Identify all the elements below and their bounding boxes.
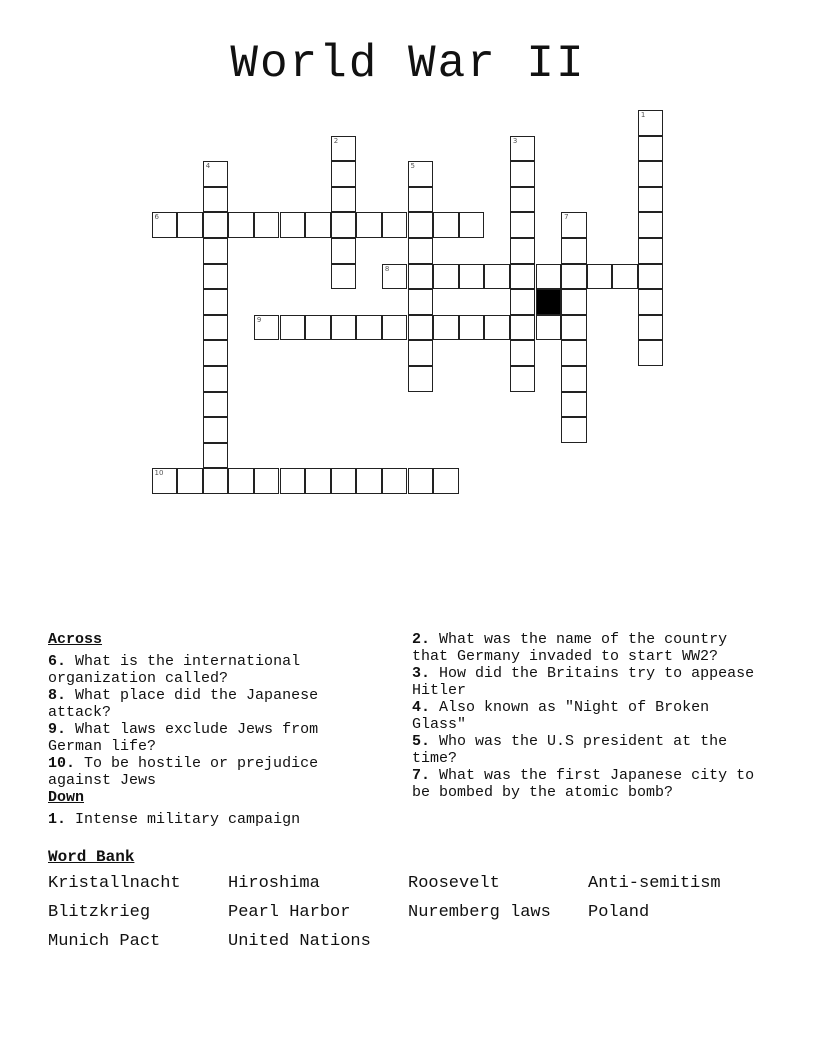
crossword-cell — [356, 315, 382, 341]
crossword-cell — [203, 187, 229, 213]
crossword-cell — [561, 392, 587, 418]
crossword-cell — [510, 289, 536, 315]
crossword-cell — [510, 366, 536, 392]
crossword-cell — [510, 212, 536, 238]
cell-number: 2 — [333, 136, 339, 145]
crossword-cell — [510, 161, 536, 187]
clue-down-7 — [412, 767, 762, 801]
clue-number: 6. — [48, 653, 67, 670]
crossword-cell — [638, 289, 664, 315]
crossword-cell — [561, 417, 587, 443]
clue-across-6 — [48, 653, 378, 687]
word-bank-title: Word Bank — [48, 848, 135, 866]
clue-across-9 — [48, 721, 378, 755]
clue-number: 9. — [48, 721, 67, 738]
across-heading: Across — [48, 631, 103, 648]
crossword-cell — [408, 161, 434, 187]
crossword-cell — [305, 468, 331, 494]
crossword-cell — [331, 136, 357, 162]
crossword-cell — [331, 468, 357, 494]
crossword-cell — [510, 136, 536, 162]
crossword-cell — [638, 136, 664, 162]
crossword-cell — [203, 315, 229, 341]
word-bank-item: Poland — [588, 903, 650, 922]
clue-text: Who was the U.S president at the time? — [412, 733, 728, 767]
crossword-cell — [638, 161, 664, 187]
crossword-cell — [536, 264, 562, 290]
crossword-cell — [356, 468, 382, 494]
crossword-cell — [408, 315, 434, 341]
cell-number: 6 — [154, 213, 159, 222]
clue-text: What is the international organization called? — [48, 653, 301, 687]
crossword-cell — [510, 238, 536, 264]
crossword-cell — [177, 212, 203, 238]
word-bank-item: Kristallnacht — [48, 874, 181, 893]
crossword-cell — [254, 212, 280, 238]
crossword-black-cell — [536, 289, 562, 315]
crossword-cell — [203, 212, 229, 238]
clue-number: 8. — [48, 687, 67, 704]
word-bank-item: Nuremberg laws — [408, 903, 551, 922]
crossword-cell — [203, 161, 229, 187]
crossword-cell — [280, 468, 306, 494]
crossword-cell — [408, 366, 434, 392]
clues-right-column — [412, 631, 762, 801]
crossword-cell — [305, 212, 331, 238]
crossword-cell — [203, 289, 229, 315]
clue-number: 3. — [412, 665, 431, 682]
crossword-cell — [203, 264, 229, 290]
crossword-cell — [356, 212, 382, 238]
crossword-cell — [382, 264, 408, 290]
crossword-cell — [254, 468, 280, 494]
cell-number: 7 — [564, 213, 569, 222]
crossword-cell — [459, 264, 485, 290]
crossword-cell — [280, 212, 306, 238]
crossword-cell — [433, 468, 459, 494]
cell-number: 4 — [205, 162, 211, 171]
crossword-cell — [638, 340, 664, 366]
crossword-cell — [203, 392, 229, 418]
crossword-cell — [331, 238, 357, 264]
crossword-cell — [382, 212, 408, 238]
crossword-cell — [484, 315, 510, 341]
crossword-cell — [203, 340, 229, 366]
crossword-cell — [561, 238, 587, 264]
crossword-cell — [433, 212, 459, 238]
crossword-cell — [280, 315, 306, 341]
crossword-cell — [561, 212, 587, 238]
crossword-cell — [510, 264, 536, 290]
clue-text: What laws exclude Jews from German life? — [48, 721, 319, 755]
crossword-cell — [177, 468, 203, 494]
crossword-cell — [254, 315, 280, 341]
crossword-cell — [536, 315, 562, 341]
cell-number: 10 — [154, 469, 164, 478]
crossword-cell — [408, 289, 434, 315]
clue-text: What place did the Japanese attack? — [48, 687, 319, 721]
crossword-cell — [638, 238, 664, 264]
crossword-cell — [228, 212, 254, 238]
crossword-cell — [561, 289, 587, 315]
crossword-cell — [331, 264, 357, 290]
clue-across-8 — [48, 687, 378, 721]
clue-down-2 — [412, 631, 762, 665]
crossword-cell — [408, 238, 434, 264]
crossword-cell — [382, 315, 408, 341]
crossword-cell — [305, 315, 331, 341]
word-bank-item: Pearl Harbor — [228, 903, 351, 922]
clue-text: Also known as "Night of Broken Glass" — [412, 699, 710, 733]
word-bank-item: Roosevelt — [408, 874, 500, 893]
crossword-cell — [203, 417, 229, 443]
clue-number: 7. — [412, 767, 431, 784]
cell-number: 5 — [410, 162, 415, 171]
clue-down-5 — [412, 733, 762, 767]
word-bank-item: Anti-semitism — [588, 874, 721, 893]
clue-across-10 — [48, 755, 378, 789]
word-bank-item: Hiroshima — [228, 874, 320, 893]
crossword-cell — [638, 264, 664, 290]
crossword-cell — [561, 340, 587, 366]
crossword-cell — [510, 187, 536, 213]
clue-text: Intense military campaign — [75, 811, 301, 828]
crossword-cell — [408, 212, 434, 238]
crossword-cell — [331, 212, 357, 238]
clue-number: 5. — [412, 733, 431, 750]
clue-text: What was the name of the country that Germany invaded to start WW2? — [412, 631, 728, 665]
crossword-cell — [459, 315, 485, 341]
crossword-cell — [484, 264, 510, 290]
crossword-cell — [331, 315, 357, 341]
crossword-cell — [203, 443, 229, 469]
crossword-cell — [561, 366, 587, 392]
crossword-cell — [228, 468, 254, 494]
clue-number: 2. — [412, 631, 431, 648]
crossword-cell — [331, 187, 357, 213]
word-bank-item: Munich Pact — [48, 932, 161, 951]
crossword-cell — [203, 366, 229, 392]
crossword-cell — [408, 187, 434, 213]
crossword-cell — [638, 187, 664, 213]
crossword-cell — [587, 264, 613, 290]
crossword-cell — [408, 468, 434, 494]
crossword-cell — [152, 212, 178, 238]
crossword-cell — [433, 264, 459, 290]
clue-text: To be hostile or prejudice against Jews — [48, 755, 319, 789]
crossword-cell — [459, 212, 485, 238]
crossword-cell — [561, 315, 587, 341]
clue-number: 10. — [48, 755, 76, 772]
cell-number: 3 — [512, 136, 518, 145]
clues-left-column — [48, 631, 378, 828]
crossword-cell — [152, 468, 178, 494]
cell-number: 1 — [640, 111, 646, 119]
cell-number: 9 — [256, 315, 262, 324]
crossword-cell — [408, 264, 434, 290]
crossword-cell — [408, 340, 434, 366]
word-bank — [48, 874, 788, 952]
crossword-cell — [331, 161, 357, 187]
crossword-cell — [203, 238, 229, 264]
word-bank-item: Blitzkrieg — [48, 903, 151, 922]
crossword-cell — [638, 212, 664, 238]
across-clue-list — [48, 653, 378, 789]
crossword-cell — [382, 468, 408, 494]
clue-down-1 — [48, 811, 378, 828]
word-bank-item: United Nations — [228, 932, 371, 951]
crossword-cell — [638, 315, 664, 341]
crossword-cell — [561, 264, 587, 290]
crossword-cell — [612, 264, 638, 290]
down-heading: Down — [48, 789, 85, 806]
clue-text: What was the first Japanese city to be bombed by the atomic bomb? — [412, 767, 755, 801]
clue-text: How did the Britains try to appease Hitler — [412, 665, 755, 699]
page-title: World War II — [230, 38, 586, 90]
clue-number: 4. — [412, 699, 431, 716]
cell-number: 8 — [384, 264, 390, 273]
clue-number: 1. — [48, 811, 67, 828]
crossword-cell — [638, 110, 664, 136]
crossword-cell — [433, 315, 459, 341]
crossword-cell — [510, 340, 536, 366]
clue-down-3 — [412, 665, 762, 699]
crossword-cell — [510, 315, 536, 341]
crossword-cell — [203, 468, 229, 494]
clue-down-4 — [412, 699, 762, 733]
